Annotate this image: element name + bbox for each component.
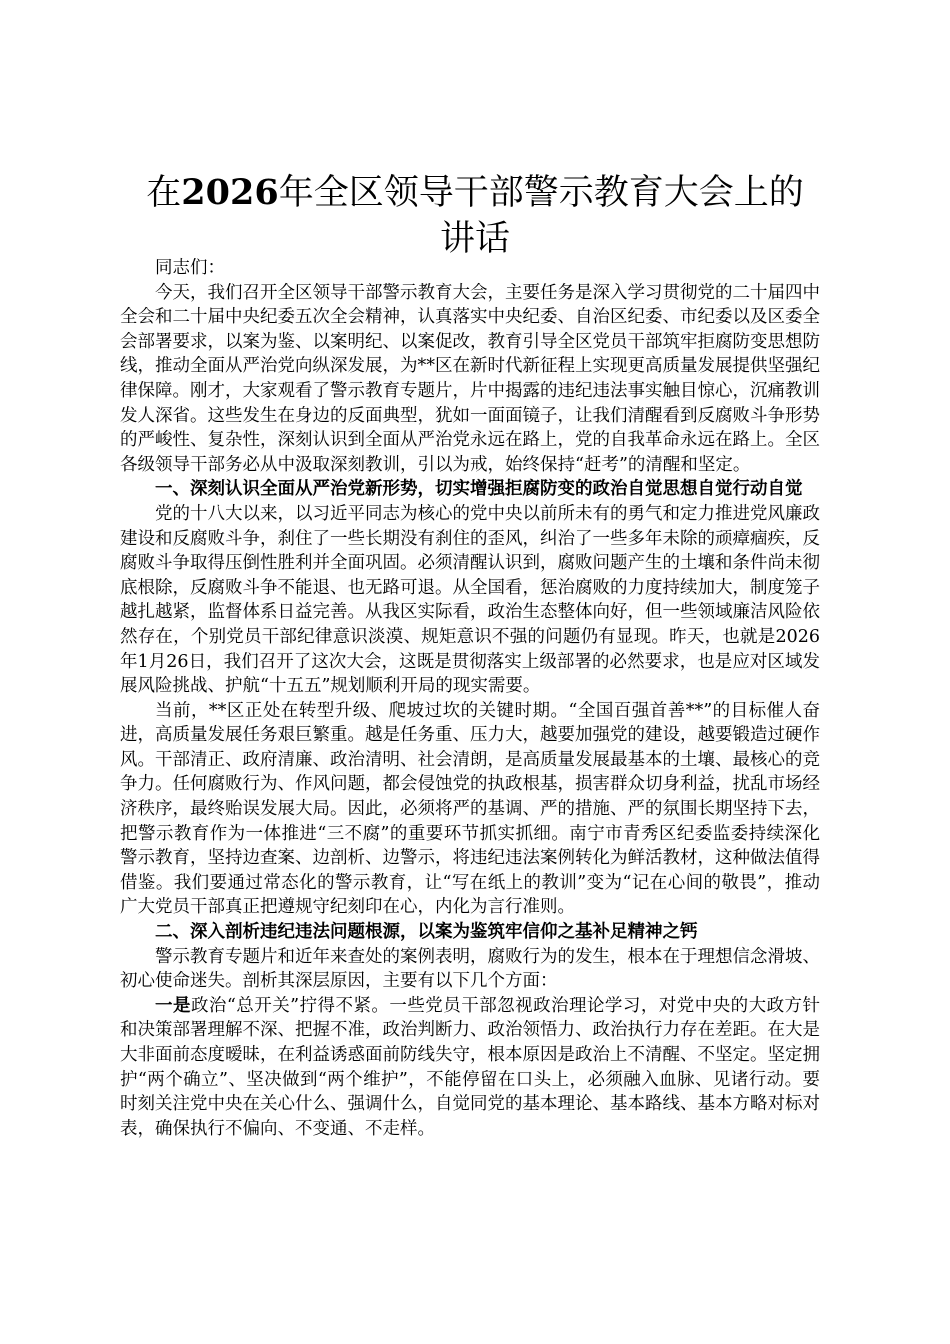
paragraph-3: 警示教育专题片和近年来查处的案例表明，腐败行为的发生，根本在于理想信念滑坡、初心使命迷失。剖析其深层原因，主要有以下几个方面： <box>120 946 820 992</box>
section-heading-1: 一、深刻认识全面从严治党新形势，切实增强拒腐防变的政治自觉思想自觉行动自觉 <box>155 479 803 500</box>
title-prefix: 在 <box>146 173 182 213</box>
paragraph-4-lead: 一是 <box>155 995 191 1016</box>
paragraph-2: 当前，**区正处在转型升级、爬坡过坎的关键时期。“全国百强首善**”的目标催人奋进，高质量发展任务艰巨繁重。越是任务重、压力大，越要加强党的建设，越要锻造过硬作风。干部清正、政府清廉、政治清明、社会清朗，是高质量发展最基本的土壤、最核心的竞争力。任何腐败行为、作风问题，都会侵蚀党的执政根基，损害群众切身利益，扰乱市场经济秩序，最终贻误发展大局。因此，必须将严的基调、严的措施、严的氛围长期坚持下去，把警示教育作为一体推进“三不腐”的重要环节抓实抓细。南宁市青秀区纪委监委持续深化警示教育，坚持边查案、边剖析、边警示，将违纪违法案例转化为鲜活教材，这种做法值得借鉴。我们要通过常态化的警示教育，让“写在纸上的教训”变为“记在心间的敬畏”，推动广大党员干部真正把遵规守纪刻印在心，内化为言行准则。 <box>120 700 820 918</box>
intro-paragraph: 今天，我们召开全区领导干部警示教育大会，主要任务是深入学习贯彻党的二十届四中全会和二十届中央纪委五次全会精神，认真落实中央纪委、自治区纪委、市纪委以及区委全会部署要求，以案为鉴、以案明纪、以案促改，教育引导全区党员干部筑牢拒腐防变思想防线，推动全面从严治党向纵深发展，为**区在新时代新征程上实现更高质量发展提供坚强纪律保障。刚才，大家观看了警示教育专题片，片中揭露的违纪违法事实触目惊心，沉痛教训发人深省。这些发生在身边的反面典型，犹如一面面镜子，让我们清醒看到反腐败斗争形势的严峻性、复杂性，深刻认识到全面从严治党永远在路上，党的自我革命永远在路上。全区各级领导干部务必从中汲取深刻教训，引以为戒，始终保持“赶考”的清醒和坚定。 <box>120 282 820 475</box>
title-suffix: 年全区领导干部警示教育大会上的讲话 <box>278 173 804 259</box>
paragraph-4-text: 政治“总开关”拧得不紧。一些党员干部忽视政治理论学习，对党中央的大政方针和决策部署理解不深、把握不准，政治判断力、政治领悟力、政治执行力存在差距。在大是大非面前态度暧昧，在利益诱惑面前防线失守，根本原因是政治上不清醒、不坚定。坚定拥护“两个确立”、坚决做到“两个维护”，不能停留在口头上，必须融入血脉、见诸行动。要时刻关注党中央在关心什么、强调什么，自觉同党的基本理论、基本路线、基本方略对标对表，确保执行不偏向、不变通、不走样。 <box>120 995 821 1139</box>
paragraph-4 <box>120 994 820 1142</box>
document-body <box>120 256 820 1141</box>
document-title <box>130 170 820 262</box>
section-heading-2: 二、深入剖析违纪违法问题根源，以案为鉴筑牢信仰之基补足精神之钙 <box>155 922 698 943</box>
title-year: 2026 <box>181 172 279 213</box>
salutation: 同志们： <box>155 258 225 278</box>
paragraph-1: 党的十八大以来，以习近平同志为核心的党中央以前所未有的勇气和定力推进党风廉政建设和反腐败斗争，刹住了一些长期没有刹住的歪风，纠治了一些多年未除的顽瘴痼疾，反腐败斗争取得压倒性胜利并全面巩固。必须清醒认识到，腐败问题产生的土壤和条件尚未彻底根除，反腐败斗争不能退、也无路可退。从全国看，惩治腐败的力度持续加大，制度笼子越扎越紧，监督体系日益完善。从我区实际看，政治生态整体向好，但一些领域廉洁风险依然存在，个别党员干部纪律意识淡漠、规矩意识不强的问题仍有显现。昨天，也就是2026年1月26日，我们召开了这次大会，这既是贯彻落实上级部署的必然要求，也是应对区域发展风险挑战、护航“十五五”规划顺利开局的现实需要。 <box>120 503 820 697</box>
